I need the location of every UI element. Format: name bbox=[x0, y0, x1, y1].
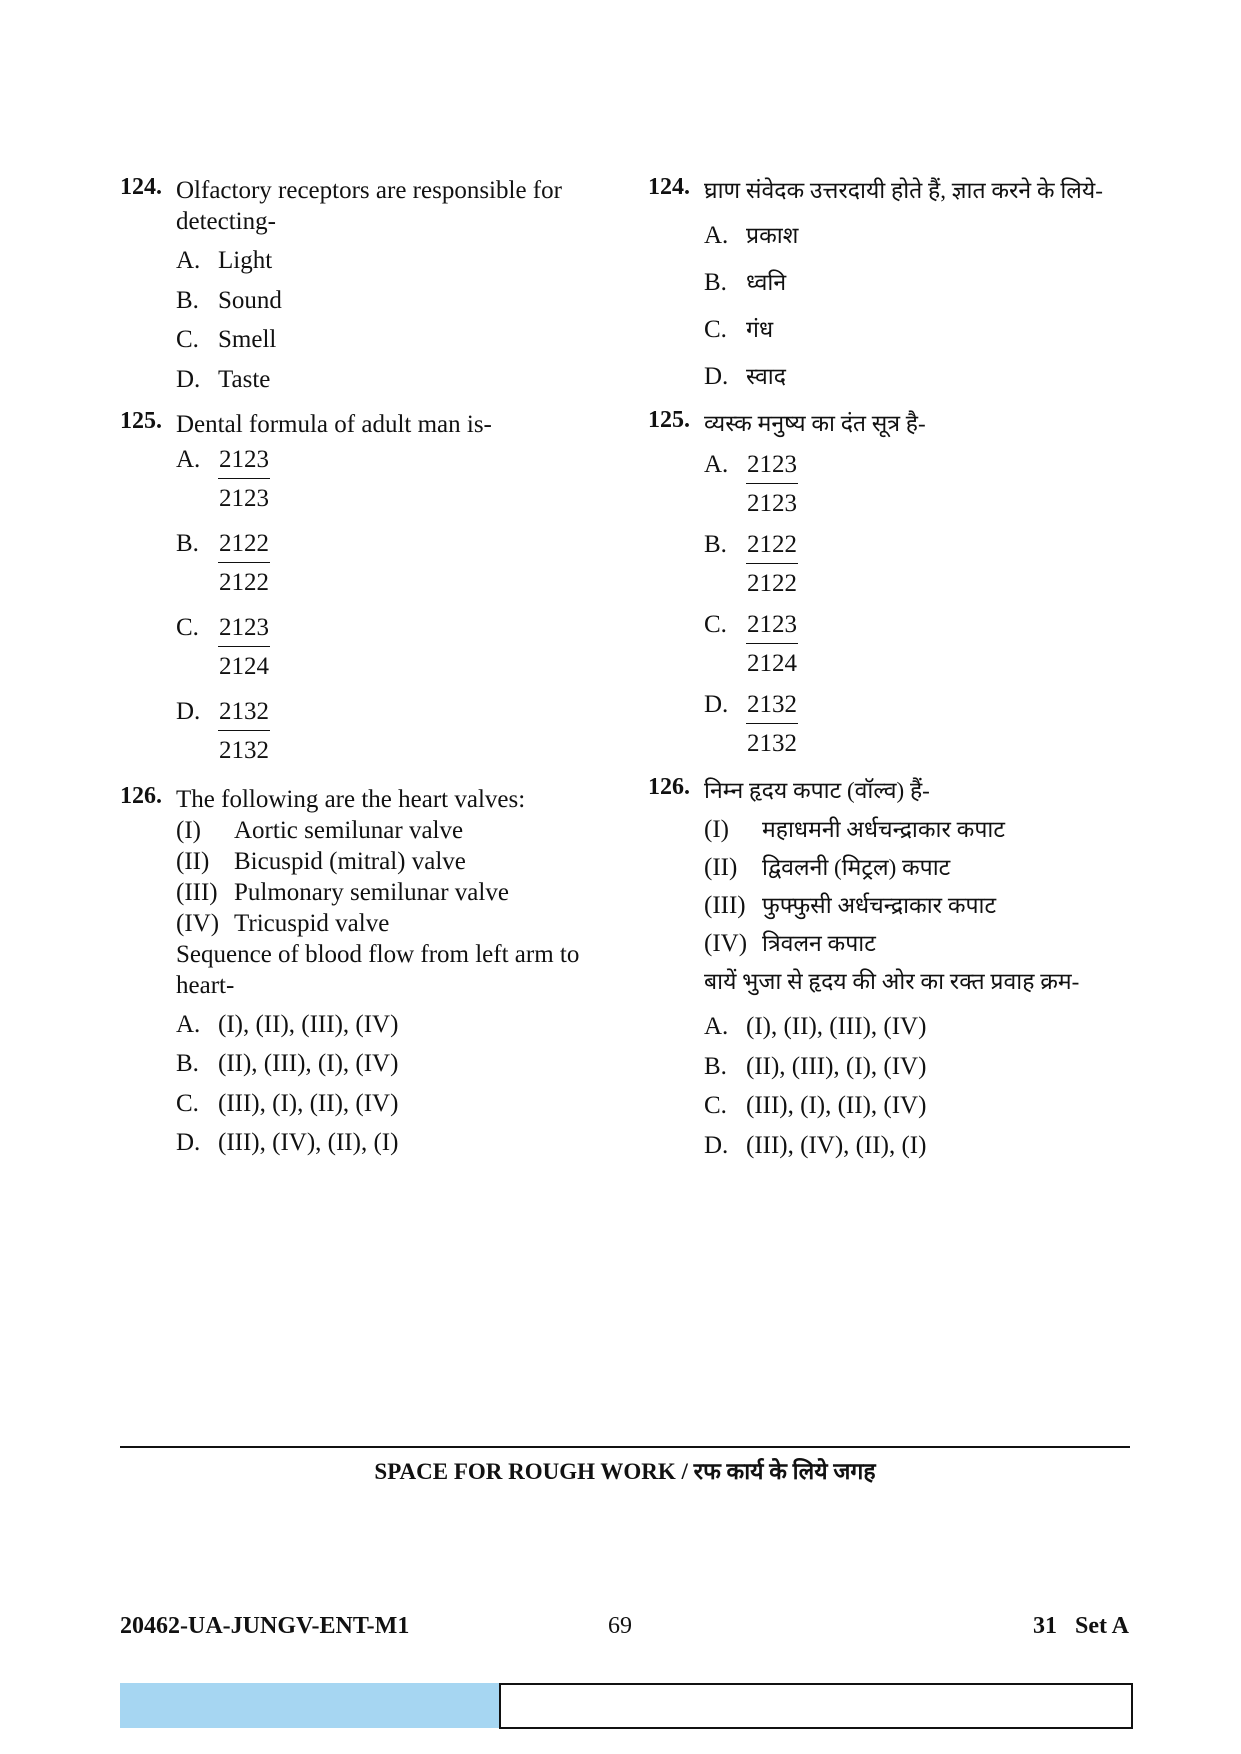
rough-work-label: SPACE FOR ROUGH WORK / रफ कार्य के लिये जगह bbox=[374, 1459, 876, 1484]
option-a: A. Light bbox=[176, 247, 273, 274]
option-d: D. (III), (IV), (II), (I) bbox=[704, 1131, 927, 1159]
option-a: A. प्रकाश bbox=[704, 222, 799, 249]
question-text: व्यस्क मनुष्य का दंत सूत्र है- bbox=[704, 411, 926, 436]
fraction: $\frac{2122}{2122}$ bbox=[747, 531, 797, 597]
question-126-hi bbox=[648, 775, 1148, 1161]
question-text: Olfactory receptors are responsible for detecting- bbox=[176, 177, 562, 235]
option-d: D. Taste bbox=[176, 365, 271, 393]
option-d: D. $\frac{2132}{2132}$ bbox=[704, 691, 797, 757]
hindi-column bbox=[648, 175, 1148, 1169]
statement-ii: (II) Bicuspid (mitral) valve bbox=[176, 847, 466, 875]
statement-iii: (III) Pulmonary semilunar valve bbox=[176, 878, 509, 906]
question-text: Dental formula of adult man is- bbox=[176, 410, 492, 438]
option-c: C. Smell bbox=[176, 326, 277, 353]
question-124-en bbox=[120, 175, 620, 395]
options bbox=[704, 449, 1148, 759]
options bbox=[176, 1009, 620, 1159]
option-b: B. (II), (III), (I), (IV) bbox=[176, 1050, 399, 1077]
option-a: A. (I), (II), (III), (IV) bbox=[704, 1013, 927, 1040]
option-c: C. $\frac{2123}{2124}$ bbox=[704, 611, 797, 677]
question-126-en bbox=[120, 784, 620, 1159]
statement-ii: (II) द्विवलनी (मिट्रल) कपाट bbox=[704, 854, 951, 881]
options bbox=[176, 444, 620, 766]
fraction: $\frac{2123}{2123}$ bbox=[219, 445, 269, 512]
option-d: D. (III), (IV), (II), (I) bbox=[176, 1129, 399, 1156]
footer-color-bar bbox=[120, 1683, 499, 1728]
statement-iii: (III) फुफ्फुसी अर्धचन्द्राकार कपाट bbox=[704, 892, 997, 919]
option-a: A. $\frac{2123}{2123}$ bbox=[704, 451, 797, 517]
question-prompt: बायें भुजा से हृदय की ओर का रक्त प्रवाह क्रम- bbox=[704, 969, 1080, 994]
option-c: C. (III), (I), (II), (IV) bbox=[176, 1089, 399, 1117]
fraction: $\frac{2123}{2124}$ bbox=[747, 611, 797, 677]
fraction: $\frac{2122}{2122}$ bbox=[219, 529, 269, 596]
statement-iv: (IV) Tricuspid valve bbox=[176, 909, 390, 937]
option-d: D. स्वाद bbox=[704, 363, 786, 390]
exam-code: 20462-UA-JUNGV-ENT-M1 bbox=[120, 1613, 410, 1639]
option-a: A. (I), (II), (III), (IV) bbox=[176, 1010, 399, 1038]
option-c: C. $\frac{2123}{2124}$ bbox=[176, 613, 269, 680]
statement-iv: (IV) त्रिवलन कपाट bbox=[704, 930, 876, 957]
option-c: C. (III), (I), (II), (IV) bbox=[704, 1092, 927, 1119]
set-label: 31 Set A bbox=[1033, 1613, 1129, 1639]
question-number: 124. bbox=[120, 174, 162, 200]
fraction: $\frac{2123}{2123}$ bbox=[747, 451, 797, 517]
question-number: 125. bbox=[120, 407, 162, 434]
question-number: 125. bbox=[648, 407, 690, 433]
fraction: $\frac{2123}{2124}$ bbox=[219, 613, 269, 680]
option-b: B. $\frac{2122}{2122}$ bbox=[704, 531, 797, 597]
question-text: निम्न हृदय कपाट (वॉल्व) हैं- bbox=[704, 778, 930, 803]
question-124-hi bbox=[648, 175, 1148, 392]
english-column bbox=[120, 175, 620, 1167]
option-b: B. Sound bbox=[176, 286, 282, 314]
options bbox=[704, 1011, 1148, 1161]
rough-work-divider bbox=[120, 1446, 1130, 1448]
options bbox=[176, 245, 620, 395]
question-prompt: Sequence of blood flow from left arm to heart- bbox=[176, 940, 580, 999]
option-b: B. ध्वनि bbox=[704, 269, 787, 296]
question-number: 124. bbox=[648, 174, 690, 200]
question-125-hi bbox=[648, 408, 1148, 759]
page-number: 69 bbox=[608, 1613, 632, 1639]
fraction: $\frac{2132}{2132}$ bbox=[219, 697, 269, 764]
option-b: B. (II), (III), (I), (IV) bbox=[704, 1052, 927, 1080]
option-c: C. गंध bbox=[704, 316, 774, 343]
question-text: The following are the heart valves: bbox=[176, 785, 526, 813]
statement-i: (I) महाधमनी अर्धचन्द्राकार कपाट bbox=[704, 816, 1005, 843]
options bbox=[704, 220, 1148, 392]
option-d: D. $\frac{2132}{2132}$ bbox=[176, 697, 269, 764]
statement-i: (I) Aortic semilunar valve bbox=[176, 816, 464, 844]
question-125-en bbox=[120, 409, 620, 766]
option-a: A. $\frac{2123}{2123}$ bbox=[176, 445, 269, 512]
option-b: B. $\frac{2122}{2122}$ bbox=[176, 529, 269, 596]
question-text: घ्राण संवेदक उत्तरदायी होते हैं, ज्ञात करने के लिये- bbox=[704, 178, 1103, 203]
question-number: 126. bbox=[648, 774, 690, 800]
footer-empty-box bbox=[499, 1683, 1133, 1729]
fraction: $\frac{2132}{2132}$ bbox=[747, 691, 797, 757]
question-number: 126. bbox=[120, 782, 162, 809]
